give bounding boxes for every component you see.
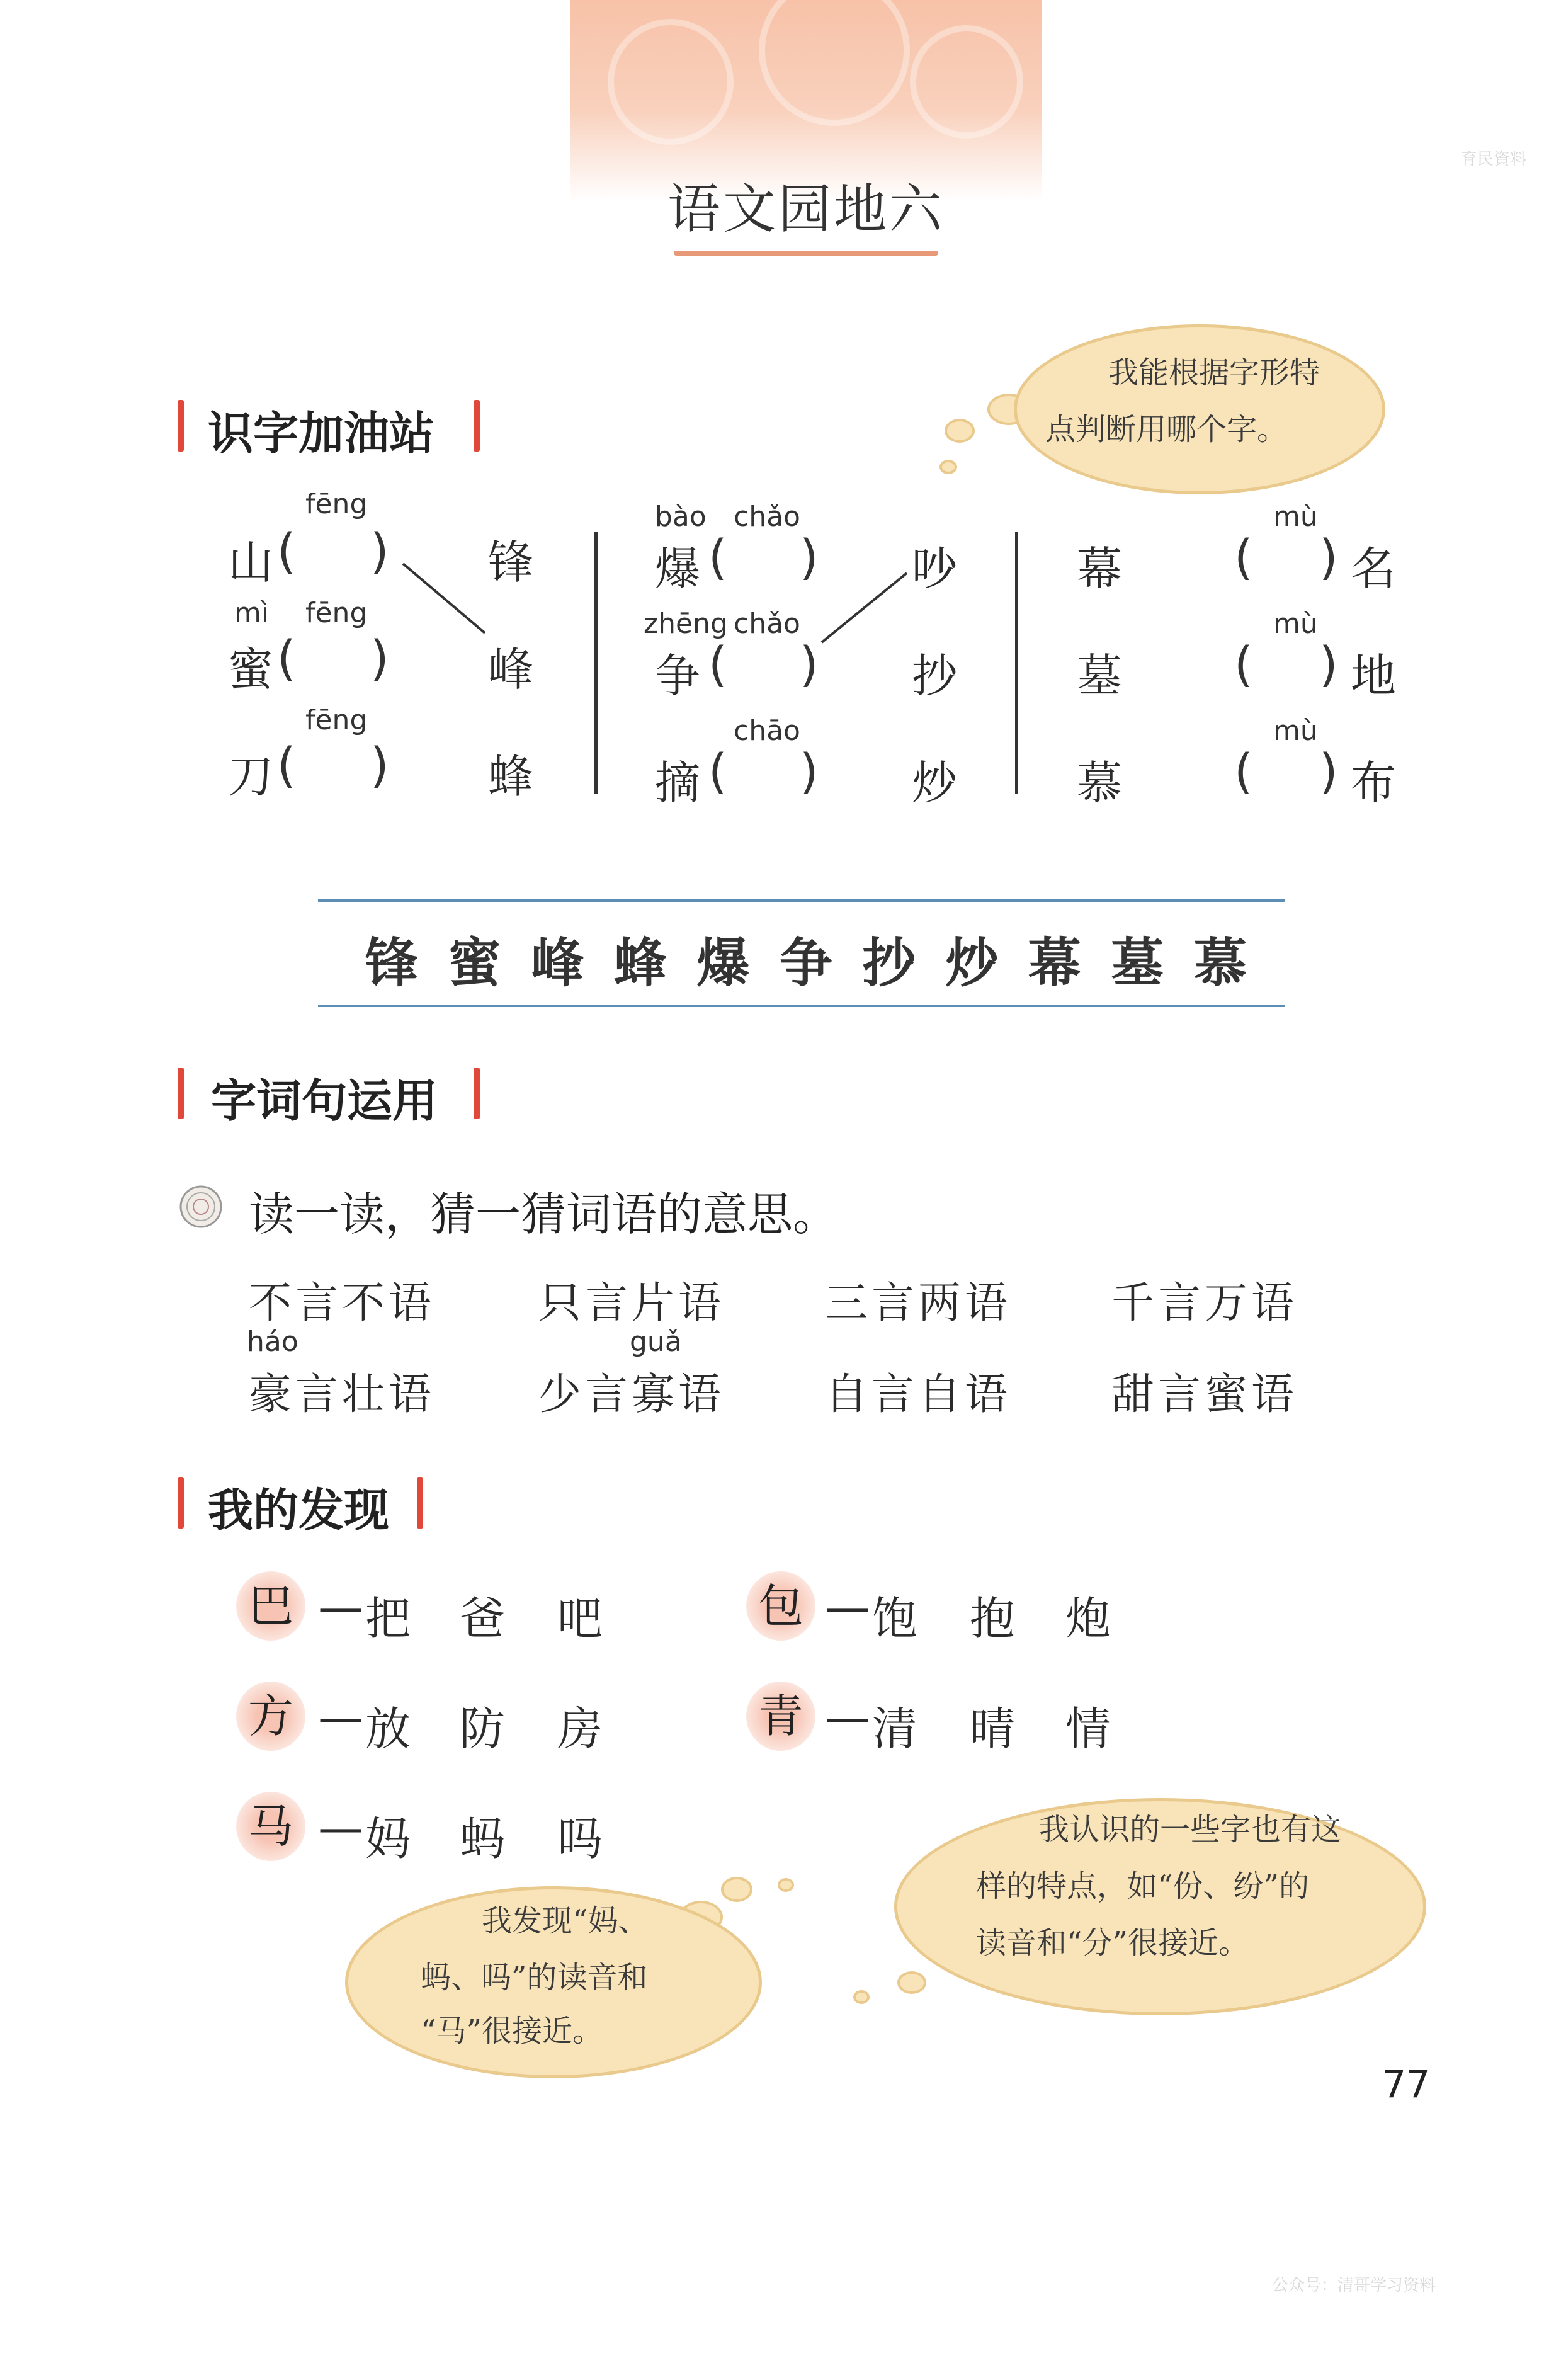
char: 地: [1351, 649, 1397, 702]
word-band: [365, 921, 1247, 997]
band-char: 争: [779, 931, 832, 994]
char: 放: [365, 1702, 411, 1755]
paren-close: ): [1319, 743, 1338, 799]
phrase: 甜言蜜语: [1111, 1370, 1298, 1420]
pinyin: bào: [655, 501, 707, 533]
char: 峰: [488, 643, 534, 696]
char: 蜜: [228, 643, 274, 696]
bubble-line: 我发现“妈、: [482, 1903, 649, 1939]
char: 山: [228, 536, 274, 589]
section-heading-discovery: 我的发现: [208, 1484, 390, 1537]
pinyin: háo: [247, 1326, 298, 1358]
band-char: 蜂: [613, 931, 667, 994]
char: 防: [460, 1702, 506, 1755]
radical-head: 青: [746, 1682, 815, 1751]
column-divider: [594, 532, 598, 794]
band-char: 爆: [696, 931, 750, 994]
bubble-line: 蚂、吗”的读音和: [421, 1960, 648, 1995]
char: 蜂: [488, 750, 534, 803]
char: 慕: [1077, 756, 1123, 809]
char: 情: [1065, 1702, 1111, 1755]
paren-close: ): [800, 743, 819, 799]
dash: —: [318, 1691, 363, 1744]
paren-open: (: [1234, 636, 1253, 692]
char: 爆: [655, 542, 701, 595]
char: 吵: [912, 542, 958, 595]
paren-open: (: [277, 523, 296, 579]
bubble-line: 样的特点，如“份、纷”的: [976, 1869, 1310, 1904]
dash: —: [825, 1691, 870, 1744]
phrase: 自言自语: [825, 1370, 1012, 1420]
char: 幕: [1077, 542, 1123, 595]
char: 名: [1351, 542, 1397, 595]
bubble-line: 我能根据字形特: [1108, 355, 1320, 390]
phrase: 三言两语: [825, 1278, 1012, 1328]
bubble-line: “马”很接近。: [421, 2013, 603, 2049]
pinyin: chāo: [734, 715, 800, 747]
pinyin: mù: [1273, 715, 1318, 747]
radical-head: 马: [236, 1792, 305, 1861]
instruction-text: 读一读，猜一猜词语的意思。: [249, 1188, 839, 1241]
bubble-dot: [853, 1990, 870, 2004]
paren-open: (: [708, 529, 727, 585]
char: 抱: [970, 1592, 1016, 1645]
paren-open: (: [1234, 743, 1253, 799]
dash: —: [318, 1581, 363, 1634]
bubble-dot: [778, 1878, 794, 1892]
pinyin: chǎo: [734, 501, 800, 533]
char: 炒: [912, 756, 958, 809]
paren-close: ): [800, 529, 819, 585]
paren-close: ): [370, 630, 389, 686]
pinyin: zhēng: [644, 608, 728, 640]
pinyin: fēng: [305, 597, 368, 629]
section-marker-right: [417, 1477, 423, 1529]
phrase: 豪言壮语: [249, 1370, 436, 1420]
paren-open: (: [708, 636, 727, 692]
char: 清: [872, 1702, 918, 1755]
char: 爸: [460, 1592, 506, 1645]
paren-close: ): [370, 523, 389, 579]
bubble-dot: [897, 1971, 926, 1994]
char: 把: [365, 1592, 411, 1645]
paren-close: ): [370, 737, 389, 793]
char: 炮: [1065, 1592, 1111, 1645]
phrase: 少言寡语: [538, 1370, 725, 1420]
watermark-bottom: 公众号：清哥学习资料: [1272, 2276, 1436, 2295]
pinyin: chǎo: [734, 608, 800, 640]
dash: —: [318, 1801, 363, 1854]
bubble-line: 我认识的一些字也有这: [1039, 1812, 1342, 1847]
char: 吗: [557, 1813, 603, 1865]
column-divider: [1015, 532, 1018, 794]
section-marker-left: [178, 1477, 184, 1529]
char: 妈: [365, 1813, 411, 1865]
band-char: 蜜: [448, 931, 501, 994]
band-char: 峰: [531, 931, 584, 994]
pinyin: mì: [234, 597, 270, 629]
bubble-dot: [721, 1877, 752, 1902]
section-heading-words: 字词句运用: [211, 1074, 438, 1127]
paren-close: ): [1319, 636, 1338, 692]
char: 晴: [970, 1702, 1016, 1755]
phrase: 只言片语: [538, 1278, 725, 1328]
match-line: [822, 573, 907, 642]
char: 摘: [655, 756, 701, 809]
dash: —: [825, 1581, 870, 1634]
watermark-top: 育民資料: [1461, 150, 1527, 169]
radical-head: 包: [746, 1571, 815, 1641]
pinyin: fēng: [305, 488, 368, 520]
match-line: [403, 564, 485, 633]
band-char: 炒: [945, 931, 999, 994]
paren-open: (: [1234, 529, 1253, 585]
pinyin: guǎ: [630, 1326, 682, 1358]
bubble-line: 点判断用哪个字。: [1045, 412, 1288, 447]
paren-close: ): [1319, 529, 1338, 585]
char: 争: [655, 649, 701, 702]
char: 饱: [872, 1592, 918, 1645]
char: 墓: [1077, 649, 1123, 702]
char: 蚂: [460, 1813, 506, 1865]
char: 吧: [557, 1592, 603, 1645]
band-char: 墓: [1111, 931, 1164, 994]
phrase: 千言万语: [1111, 1278, 1298, 1328]
band-char: 锋: [365, 931, 419, 994]
band-char: 幕: [1028, 931, 1081, 994]
band-char: 抄: [862, 931, 916, 994]
pinyin: fēng: [305, 704, 368, 736]
radical-head: 巴: [236, 1571, 305, 1641]
bubble-line: 读音和“分”很接近。: [976, 1925, 1249, 1961]
page-number: 77: [1382, 2063, 1431, 2107]
audio-disc-icon: [178, 1184, 224, 1229]
band-char: 慕: [1193, 931, 1247, 994]
band-bottom-rule: [318, 1005, 1285, 1007]
char: 房: [557, 1702, 603, 1755]
pinyin: mù: [1273, 608, 1318, 640]
paren-open: (: [277, 737, 296, 793]
char: 刀: [228, 750, 274, 803]
char: 抄: [912, 649, 958, 702]
paren-open: (: [708, 743, 727, 799]
section-marker-left: [178, 1068, 184, 1119]
section-heading-literacy: 识字加油站: [208, 407, 435, 460]
page-title: 语文园地六: [667, 178, 945, 240]
paren-open: (: [277, 630, 296, 686]
paren-close: ): [800, 636, 819, 692]
radical-head: 方: [236, 1682, 305, 1751]
char: 锋: [488, 536, 534, 589]
char: 布: [1351, 756, 1397, 809]
pinyin: mù: [1273, 501, 1318, 533]
phrase: 不言不语: [249, 1278, 436, 1328]
band-top-rule: [318, 899, 1285, 902]
section-marker-right: [474, 1068, 480, 1119]
